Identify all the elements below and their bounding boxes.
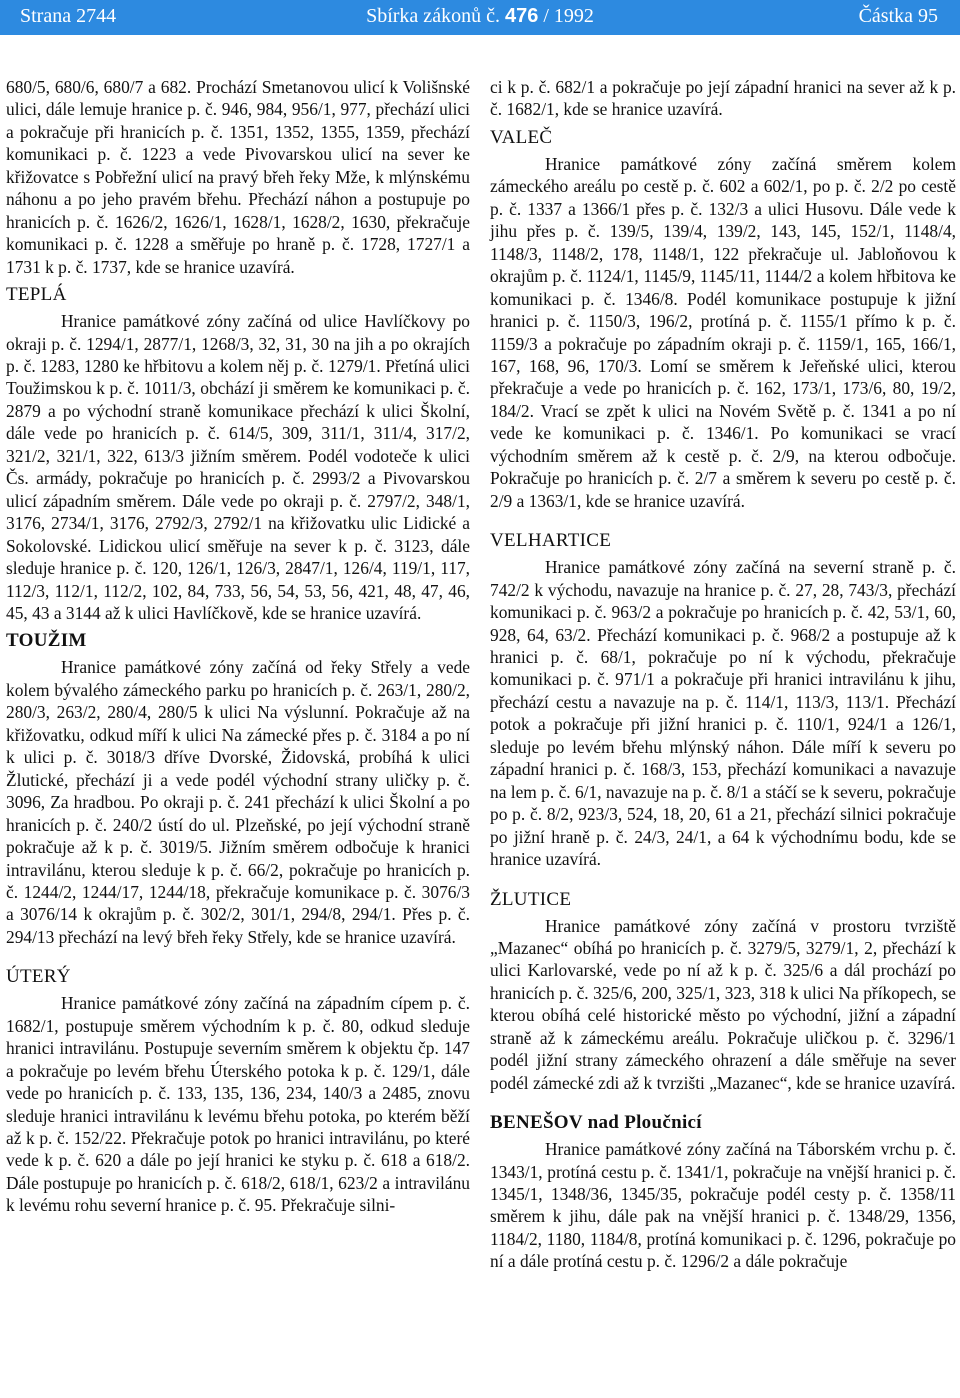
page-header bbox=[0, 0, 960, 35]
issue-number: Částka 95 bbox=[858, 5, 938, 27]
collection-title-prefix: Sbírka zákonů č. bbox=[366, 5, 505, 27]
heading-zlutice: ŽLUTICE bbox=[490, 888, 572, 910]
paragraph-intro: 680/5, 680/6, 680/7 a 682. Prochází Smetanovou ulicí k Volišnské ulici, dále lemuje hranice p. č. 946, 984, 956/1, 977, přechází ulici a pokračuje při hranicích p. č. 1351, 1352, 1355, 1359, přechází komunikaci p. č. 1223 a vede Pivovarskou ulicí na sever ke křižovatce s Pobřežní ulicí na pravý břeh řeky Mže, k mlýnskému náhonu a po jeho pravém břehu. Přechází náhon a postupuje po hranicích p. č. 1626/2, 1626/1, 1628/1, 1628/2, 1630, překračuje komunikaci p. č. 1228 a směřuje po hraně p. č. 1728, 1727/1 a 1731 k p. č. 1737, kde se hranice uzavírá. bbox=[6, 77, 470, 277]
paragraph-continued: ci k p. č. 682/1 a pokračuje po její západní hranici na sever až k p. č. 1682/1, kde se hranice uzavírá. bbox=[490, 77, 956, 120]
law-number: 476 bbox=[504, 5, 539, 27]
paragraph-benesov: Hranice památkové zóny začíná na Táborském vrchu p. č. 1343/1, protíná cestu p. č. 1341/1, pokračuje na vnější hranici p. č. 1345/1, 1348/36, 1345/35, pokračuje podél cesty p. č. 1358/11 směrem k jihu, dále pak na vnější hranici p. č. 1348/29, 1356, 1184/2, 1180, 1184/8, protíná komunikaci p. č. 1296, pokračuje po ní a dále protíná cestu p. č. 1296/2 a dále pokračuje bbox=[490, 1139, 956, 1272]
heading-velhartice: VELHARTICE bbox=[490, 530, 612, 552]
page-number: Strana 2744 bbox=[20, 5, 117, 27]
collection-title-suffix: / 1992 bbox=[538, 5, 594, 27]
paragraph-zlutice: Hranice památkové zóny začíná v prostoru tvrziště „Mazanec“ obíhá po hranicích p. č. 3279/5, 3279/1, 2, přechází k ulici Karlovarské, vede po ní až k p. č. 325/6 a dál prochází po hranicích p. č. 325/6, 200, 325/1, 323, 318 k ulici Na příkopech, se kterou obíhá celé historické město po východní, jižní a západní straně až k zámeckému areálu. Pokračuje uličkou p. č. 3296/1 podél jižní strany zámeckého ohrazení a dále směřuje na sever podél zámecké zdi až k tvrzišti „Mazanec“, kde se hranice uzavírá. bbox=[490, 915, 956, 1093]
heading-utery: ÚTERÝ bbox=[6, 966, 71, 988]
heading-valec: VALEČ bbox=[490, 126, 553, 148]
left-column bbox=[6, 76, 470, 1217]
right-column bbox=[490, 76, 956, 1273]
paragraph-utery: Hranice památkové zóny začíná na západním cípem p. č. 1682/1, postupuje směrem východním k p. č. 80, odkud sleduje hranici intravilánu. Postupuje severním směrem k objektu čp. 147 a pokračuje po levém břehu Úterského potoka k p. č. 129/1, dále vede po hranicích p. č. 133, 135, 136, 234, 140/3 a 2485, znovu sleduje hranici intravilánu k levému břehu potoka, po kterém běží až k p. č. 152/22. Překračuje potok po hranici intravilánu, po které vede k p. č. 620 a dále po její hranici ke styku p. č. 618 a 618/2. Dále postupuje po hranicích p. č. 618/2, 618/1, 623/2 a intravilánu k levému rohu severní hranice p. č. 95. Překračuje silni- bbox=[6, 993, 470, 1216]
collection-title bbox=[0, 5, 960, 28]
paragraph-tepla: Hranice památkové zóny začíná od ulice Havlíčkovy po okraji p. č. 1294/1, 2877/1, 1268/3, 32, 31, 30 na jih a po okrajích p. č. 1283, 1280 ke hřbitovu a kolem něj p. č. 1279/1. Přetíná ulici Toužimskou k p. č. 1011/3, obchází ji směrem ke komunikaci p. č. 2879 a po východní straně komunikace přechází k ulici Školní, dále vede po hranicích p. č. 614/5, 309, 311/1, 311/4, 317/2, 321/2, 321/1, 322, 613/3 jižním směrem. Podél vodoteče k ulici Čs. armády, pokračuje po hranicích p. č. 2993/2 a Pivovarskou ulicí západním směrem. Dále vede po okraji p. č. 2797/2, 348/1, 3176, 2734/1, 3176, 2792/3, 2792/1 na křižovatku ulic Lidické a Sokolovské. Lidickou ulicí směřuje na sever k p. č. 3123, dále sleduje hranice p. č. 120, 126/1, 126/3, 2847/1, 126/4, 119/1, 117, 112/3, 112/1, 112/2, 102, 84, 733, 56, 54, 53, 56, 421, 48, 47, 46, 45, 43 a 3144 až k ulici Havlíčkově, kde se hranice uzavírá. bbox=[6, 311, 470, 623]
heading-tepla: TEPLÁ bbox=[6, 284, 67, 306]
heading-benesov: BENEŠOV nad Ploučnicí bbox=[490, 1112, 702, 1134]
paragraph-valec: Hranice památkové zóny začíná směrem kolem zámeckého areálu po cestě p. č. 602 a 602/1, po p. č. 2/2 po cestě p. č. 1337 a 1366/1 přes p. č. 132/3 a ulici Husovu. Dále vede k jihu přes p. č. 139/5, 139/4, 139/2, 143, 145, 152/1, 1148/4, 1148/3, 1148/2, 178, 1148/1, 122 překračuje ul. Jabloňovou k okrajům p. č. 1124/1, 1145/9, 1145/11, 1144/2 a kolem hřbitova ke komunikaci p. č. 1346/8. Podél komunikace postupuje k jižní hranici p. č. 1150/3, 196/2, protíná p. č. 1155/1 přímo k p. č. 1159/3 a pokračuje po západním okraji p. č. 1159/1, 165, 166/1, 167, 168, 96, 170/3. Lomí se směrem k Jeřeňské ulici, kterou překračuje a vede po hranicích p. č. 162, 173/1, 173/6, 80, 19/2, 184/2. Vrací se zpět k ulici na Novém Světě p. č. 1341 a po ní vede ke komunikaci p. č. 1346/1. Po komunikaci se vrací východním směrem až k cestě p. č. 2/9, na kterou odbočuje. Pokračuje po hranicích p. č. 2/7 a směrem k severu po cestě p. č. 2/9 a 1363/1, kde se hranice uzavírá. bbox=[490, 153, 956, 511]
paragraph-touzim: Hranice památkové zóny začíná od řeky Střely a vede kolem bývalého zámeckého parku po hranicích p. č. 263/1, 280/2, 280/3, 263/2, 280/4, 280/5 k ulici Na výslunní. Pokračuje až na křižovatku, odkud míří k ulici Na zámecké přes p. č. 3184 a po ní k ulici p. č. 3018/3 dříve Dvorské, Židovská, probíhá k ulici Žlutické, přechází ji a vede podél východní strany uličky p. č. 3096, Za hradbou. Po okraji p. č. 241 přechází k ulici Školní a po hranicích p. č. 240/2 ústí do ul. Plzeňské, po její východní straně pokračuje až k p. č. 3019/5. Jižním směrem odbočuje k hranici intravilánu, kterou sleduje k p. č. 66/2, pokračuje po hranicích p. č. 1244/2, 1244/17, 1244/18, překračuje komunikace p. č. 3076/3 a 3076/14 k okrajům p. č. 302/2, 301/1, 294/8, 294/1. Přes p. č. 294/13 přechází na levý břeh řeky Střely, kde se hranice uzavírá. bbox=[6, 657, 470, 947]
paragraph-velhartice: Hranice památkové zóny začíná na severní straně p. č. 742/2 k východu, navazuje na hranice p. č. 27, 28, 743/3, přechází komunikaci p. č. 963/2 a pokračuje po hranicích p. č. 42, 53/1, 60, 928, 64, 63/2. Přechází komunikaci p. č. 968/2 a postupuje až k hranici p. č. 68/1, pokračuje po ní k východu, překračuje komunikaci p. č. 971/1 a pokračuje při hranici intravilánu k jihu, přechází cestu a navazuje na p. č. 114/1, 113/3, 113/1. Přechází potok a pokračuje při jižní hranici p. č. 110/1, 924/1 a 126/1, sleduje po levém břehu mlýnský náhon. Dále míří k severu po západní hranici p. č. 168/3, 153, přechází komunikaci a navazuje na lem p. č. 6/1, navazuje na p. č. 8/1 a stáčí se k severu, pokračuje po p. č. 8/2, 923/3, 524, 18, 20, 61 a 21, přechází silnici pokračuje po jižní hraně p. č. 24/3, 24/1, a 64 k východnímu bodu, kde se hranice uzavírá. bbox=[490, 557, 956, 870]
heading-touzim: TOUŽIM bbox=[6, 630, 87, 652]
